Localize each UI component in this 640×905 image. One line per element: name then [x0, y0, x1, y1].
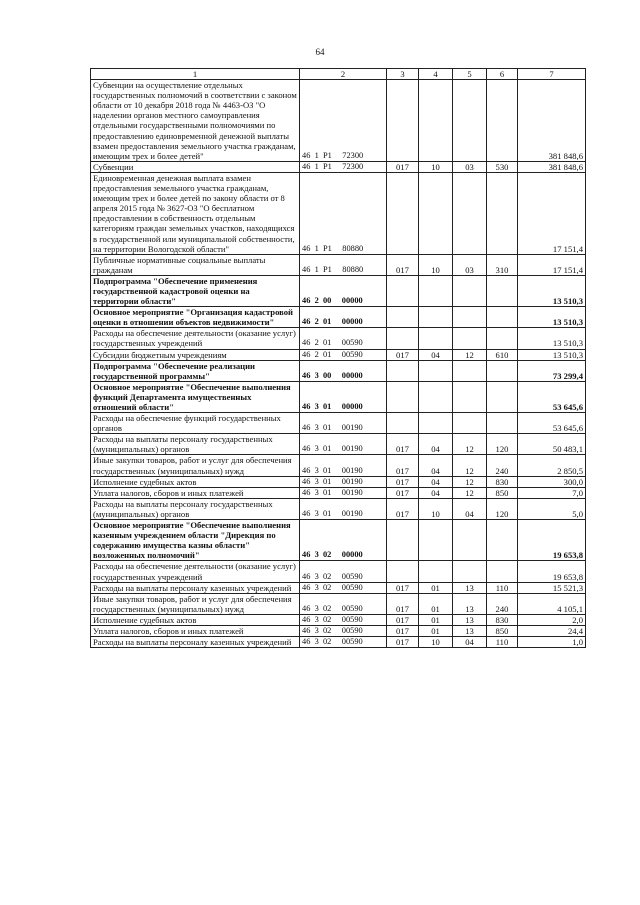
subsection-code-cell: 12	[453, 487, 487, 498]
amount-cell: 53 645,6	[518, 381, 586, 412]
amount-cell: 4 105,1	[518, 593, 586, 614]
row-name-cell: Единовременная денежная выплата взамен предоставления земельного участка гражданам, имеющим трех и более детей по закону области от 8 апреля 2015 года № 3627-ОЗ "О бесплатном предоставлении в собственность отдельным категориям граждан земельных участков, находящихся в государственной или муниципальной собственности, на территории Вологодской области"	[91, 172, 300, 254]
table-row	[91, 172, 586, 254]
amount-cell: 13 510,3	[518, 307, 586, 328]
subsection-code-cell	[453, 520, 487, 561]
column-header: 3	[387, 69, 419, 80]
row-name-cell: Подпрограмма "Обеспечение реализации государственной программы"	[91, 360, 300, 381]
table-row	[91, 498, 586, 519]
row-name-cell: Публичные нормативные социальные выплаты гражданам	[91, 254, 300, 275]
section-code-cell	[419, 275, 453, 306]
subsection-code-cell	[453, 561, 487, 582]
subsection-code-cell: 12	[453, 455, 487, 476]
agency-code-cell: 017	[387, 161, 419, 172]
expense-type-cell: 310	[487, 254, 518, 275]
amount-cell: 2 850,5	[518, 455, 586, 476]
section-code-cell: 10	[419, 161, 453, 172]
agency-code-cell: 017	[387, 254, 419, 275]
section-code-cell: 04	[419, 487, 453, 498]
expense-type-cell	[487, 360, 518, 381]
amount-cell: 17 151,4	[518, 172, 586, 254]
column-header: 7	[518, 69, 586, 80]
expense-type-cell	[487, 80, 518, 162]
expense-type-cell: 830	[487, 476, 518, 487]
row-name-cell: Расходы на выплаты персоналу государственных (муниципальных) органов	[91, 498, 300, 519]
amount-cell: 24,4	[518, 625, 586, 636]
row-name-cell: Расходы на выплаты персоналу казенных учреждений	[91, 582, 300, 593]
amount-cell: 13 510,3	[518, 275, 586, 306]
section-code-cell	[419, 413, 453, 434]
target-article-code-cell: 46 3 01 00000	[300, 381, 387, 412]
target-article-code-cell: 46 3 02 00590	[300, 561, 387, 582]
amount-cell: 13 510,3	[518, 349, 586, 360]
table-row	[91, 593, 586, 614]
expense-type-cell: 240	[487, 593, 518, 614]
amount-cell: 7,0	[518, 487, 586, 498]
subsection-code-cell: 13	[453, 614, 487, 625]
target-article-code-cell: 46 3 01 00190	[300, 455, 387, 476]
table-row	[91, 381, 586, 412]
expense-type-cell: 110	[487, 637, 518, 648]
target-article-code-cell: 46 3 02 00590	[300, 625, 387, 636]
expense-type-cell: 830	[487, 614, 518, 625]
agency-code-cell	[387, 561, 419, 582]
target-article-code-cell: 46 1 P1 72300	[300, 80, 387, 162]
expense-type-cell: 610	[487, 349, 518, 360]
table-row	[91, 328, 586, 349]
subsection-code-cell	[453, 172, 487, 254]
section-code-cell	[419, 360, 453, 381]
amount-cell: 53 645,6	[518, 413, 586, 434]
target-article-code-cell: 46 3 01 00190	[300, 498, 387, 519]
subsection-code-cell: 13	[453, 582, 487, 593]
subsection-code-cell: 12	[453, 434, 487, 455]
expense-type-cell	[487, 381, 518, 412]
table-row	[91, 455, 586, 476]
agency-code-cell	[387, 80, 419, 162]
amount-cell: 15 521,3	[518, 582, 586, 593]
table-row	[91, 80, 586, 162]
expense-type-cell	[487, 561, 518, 582]
row-name-cell: Субсидии бюджетным учреждениям	[91, 349, 300, 360]
amount-cell: 381 848,6	[518, 161, 586, 172]
subsection-code-cell	[453, 328, 487, 349]
expense-type-cell: 850	[487, 625, 518, 636]
table-row	[91, 307, 586, 328]
table-row	[91, 360, 586, 381]
expense-type-cell: 240	[487, 455, 518, 476]
subsection-code-cell	[453, 381, 487, 412]
table-row	[91, 637, 586, 648]
subsection-code-cell: 04	[453, 637, 487, 648]
subsection-code-cell: 03	[453, 254, 487, 275]
row-name-cell: Исполнение судебных актов	[91, 476, 300, 487]
section-code-cell: 10	[419, 637, 453, 648]
target-article-code-cell: 46 2 01 00000	[300, 307, 387, 328]
table-row	[91, 625, 586, 636]
target-article-code-cell: 46 3 02 00590	[300, 637, 387, 648]
section-code-cell: 01	[419, 593, 453, 614]
row-name-cell: Субвенции	[91, 161, 300, 172]
target-article-code-cell: 46 3 02 00590	[300, 614, 387, 625]
amount-cell: 381 848,6	[518, 80, 586, 162]
amount-cell: 17 151,4	[518, 254, 586, 275]
column-header: 1	[91, 69, 300, 80]
subsection-code-cell	[453, 307, 487, 328]
column-header: 5	[453, 69, 487, 80]
section-code-cell: 04	[419, 455, 453, 476]
row-name-cell: Основное мероприятие "Обеспечение выполнения функций Департамента имущественных отношений области"	[91, 381, 300, 412]
subsection-code-cell	[453, 413, 487, 434]
page-number: 64	[315, 47, 325, 57]
subsection-code-cell: 12	[453, 476, 487, 487]
row-name-cell: Основное мероприятие "Обеспечение выполнения казенным учреждением области "Дирекция по содержанию имущества казны области" возложенных полномочий"	[91, 520, 300, 561]
target-article-code-cell: 46 2 00 00000	[300, 275, 387, 306]
target-article-code-cell: 46 3 00 00000	[300, 360, 387, 381]
expense-type-cell	[487, 307, 518, 328]
table-row	[91, 413, 586, 434]
expense-type-cell	[487, 172, 518, 254]
row-name-cell: Подпрограмма "Обеспечение применения государственной кадастровой оценки на территории области"	[91, 275, 300, 306]
section-code-cell	[419, 80, 453, 162]
row-name-cell: Расходы на обеспечение деятельности (оказание услуг) государственных учреждений	[91, 328, 300, 349]
target-article-code-cell: 46 3 02 00000	[300, 520, 387, 561]
target-article-code-cell: 46 1 P1 80880	[300, 172, 387, 254]
section-code-cell	[419, 328, 453, 349]
target-article-code-cell: 46 1 P1 80880	[300, 254, 387, 275]
expense-type-cell: 850	[487, 487, 518, 498]
target-article-code-cell: 46 1 P1 72300	[300, 161, 387, 172]
agency-code-cell: 017	[387, 614, 419, 625]
target-article-code-cell: 46 3 02 00590	[300, 582, 387, 593]
agency-code-cell: 017	[387, 455, 419, 476]
column-header: 4	[419, 69, 453, 80]
agency-code-cell	[387, 172, 419, 254]
target-article-code-cell: 46 2 01 00590	[300, 349, 387, 360]
agency-code-cell: 017	[387, 487, 419, 498]
agency-code-cell	[387, 381, 419, 412]
table-row	[91, 349, 586, 360]
section-code-cell	[419, 172, 453, 254]
row-name-cell: Субвенции на осуществление отдельных государственных полномочий в соответствии с законом области от 10 декабря 2018 года № 4463-ОЗ "О наделении органов местного самоуправления отдельными государственными полномочиями по предоставлению единовременной денежной выплаты взамен предоставления земельного участка гражданам, имеющим трех и более детей"	[91, 80, 300, 162]
row-name-cell: Расходы на выплаты персоналу казенных учреждений	[91, 637, 300, 648]
table-row	[91, 434, 586, 455]
expense-type-cell	[487, 328, 518, 349]
row-name-cell: Основное мероприятие "Организация кадастровой оценки в отношении объектов недвижимости"	[91, 307, 300, 328]
subsection-code-cell: 04	[453, 498, 487, 519]
table-row	[91, 520, 586, 561]
amount-cell: 19 653,8	[518, 520, 586, 561]
amount-cell: 300,0	[518, 476, 586, 487]
row-name-cell: Иные закупки товаров, работ и услуг для обеспечения государственных (муниципальных) нужд	[91, 455, 300, 476]
table-row	[91, 476, 586, 487]
agency-code-cell: 017	[387, 625, 419, 636]
expense-type-cell: 120	[487, 434, 518, 455]
subsection-code-cell	[453, 360, 487, 381]
subsection-code-cell: 13	[453, 593, 487, 614]
row-name-cell: Расходы на обеспечение деятельности (оказание услуг) государственных учреждений	[91, 561, 300, 582]
agency-code-cell	[387, 360, 419, 381]
agency-code-cell	[387, 307, 419, 328]
section-code-cell	[419, 520, 453, 561]
amount-cell: 13 510,3	[518, 328, 586, 349]
subsection-code-cell	[453, 80, 487, 162]
target-article-code-cell: 46 3 02 00590	[300, 593, 387, 614]
row-name-cell: Исполнение судебных актов	[91, 614, 300, 625]
agency-code-cell: 017	[387, 349, 419, 360]
table-row	[91, 254, 586, 275]
expense-type-cell: 120	[487, 498, 518, 519]
row-name-cell: Иные закупки товаров, работ и услуг для обеспечения государственных (муниципальных) нужд	[91, 593, 300, 614]
agency-code-cell: 017	[387, 434, 419, 455]
table-row	[91, 614, 586, 625]
table-row	[91, 161, 586, 172]
target-article-code-cell: 46 3 01 00190	[300, 476, 387, 487]
row-name-cell: Расходы на выплаты персоналу государственных (муниципальных) органов	[91, 434, 300, 455]
subsection-code-cell: 12	[453, 349, 487, 360]
section-code-cell: 04	[419, 434, 453, 455]
amount-cell: 2,0	[518, 614, 586, 625]
section-code-cell	[419, 381, 453, 412]
section-code-cell: 01	[419, 582, 453, 593]
row-name-cell: Уплата налогов, сборов и иных платежей	[91, 487, 300, 498]
agency-code-cell	[387, 328, 419, 349]
table-row	[91, 275, 586, 306]
section-code-cell: 04	[419, 349, 453, 360]
table-row	[91, 561, 586, 582]
section-code-cell: 01	[419, 625, 453, 636]
expense-type-cell: 530	[487, 161, 518, 172]
amount-cell: 19 653,8	[518, 561, 586, 582]
expense-type-cell	[487, 275, 518, 306]
agency-code-cell: 017	[387, 593, 419, 614]
agency-code-cell: 017	[387, 498, 419, 519]
column-header: 2	[300, 69, 387, 80]
agency-code-cell: 017	[387, 476, 419, 487]
section-code-cell: 10	[419, 254, 453, 275]
table-row	[91, 582, 586, 593]
amount-cell: 1,0	[518, 637, 586, 648]
agency-code-cell: 017	[387, 582, 419, 593]
section-code-cell: 04	[419, 476, 453, 487]
expense-type-cell	[487, 520, 518, 561]
target-article-code-cell: 46 3 01 00190	[300, 434, 387, 455]
target-article-code-cell: 46 3 01 00190	[300, 487, 387, 498]
budget-table	[90, 68, 586, 648]
subsection-code-cell: 13	[453, 625, 487, 636]
section-code-cell: 10	[419, 498, 453, 519]
subsection-code-cell	[453, 275, 487, 306]
agency-code-cell	[387, 275, 419, 306]
section-code-cell	[419, 561, 453, 582]
column-number-row	[91, 69, 586, 80]
row-name-cell: Уплата налогов, сборов и иных платежей	[91, 625, 300, 636]
agency-code-cell	[387, 413, 419, 434]
row-name-cell: Расходы на обеспечение функций государственных органов	[91, 413, 300, 434]
expense-type-cell: 110	[487, 582, 518, 593]
section-code-cell	[419, 307, 453, 328]
amount-cell: 73 299,4	[518, 360, 586, 381]
agency-code-cell	[387, 520, 419, 561]
column-header: 6	[487, 69, 518, 80]
subsection-code-cell: 03	[453, 161, 487, 172]
section-code-cell: 01	[419, 614, 453, 625]
table-row	[91, 487, 586, 498]
target-article-code-cell: 46 3 01 00190	[300, 413, 387, 434]
amount-cell: 5,0	[518, 498, 586, 519]
target-article-code-cell: 46 2 01 00590	[300, 328, 387, 349]
amount-cell: 50 483,1	[518, 434, 586, 455]
expense-type-cell	[487, 413, 518, 434]
agency-code-cell: 017	[387, 637, 419, 648]
